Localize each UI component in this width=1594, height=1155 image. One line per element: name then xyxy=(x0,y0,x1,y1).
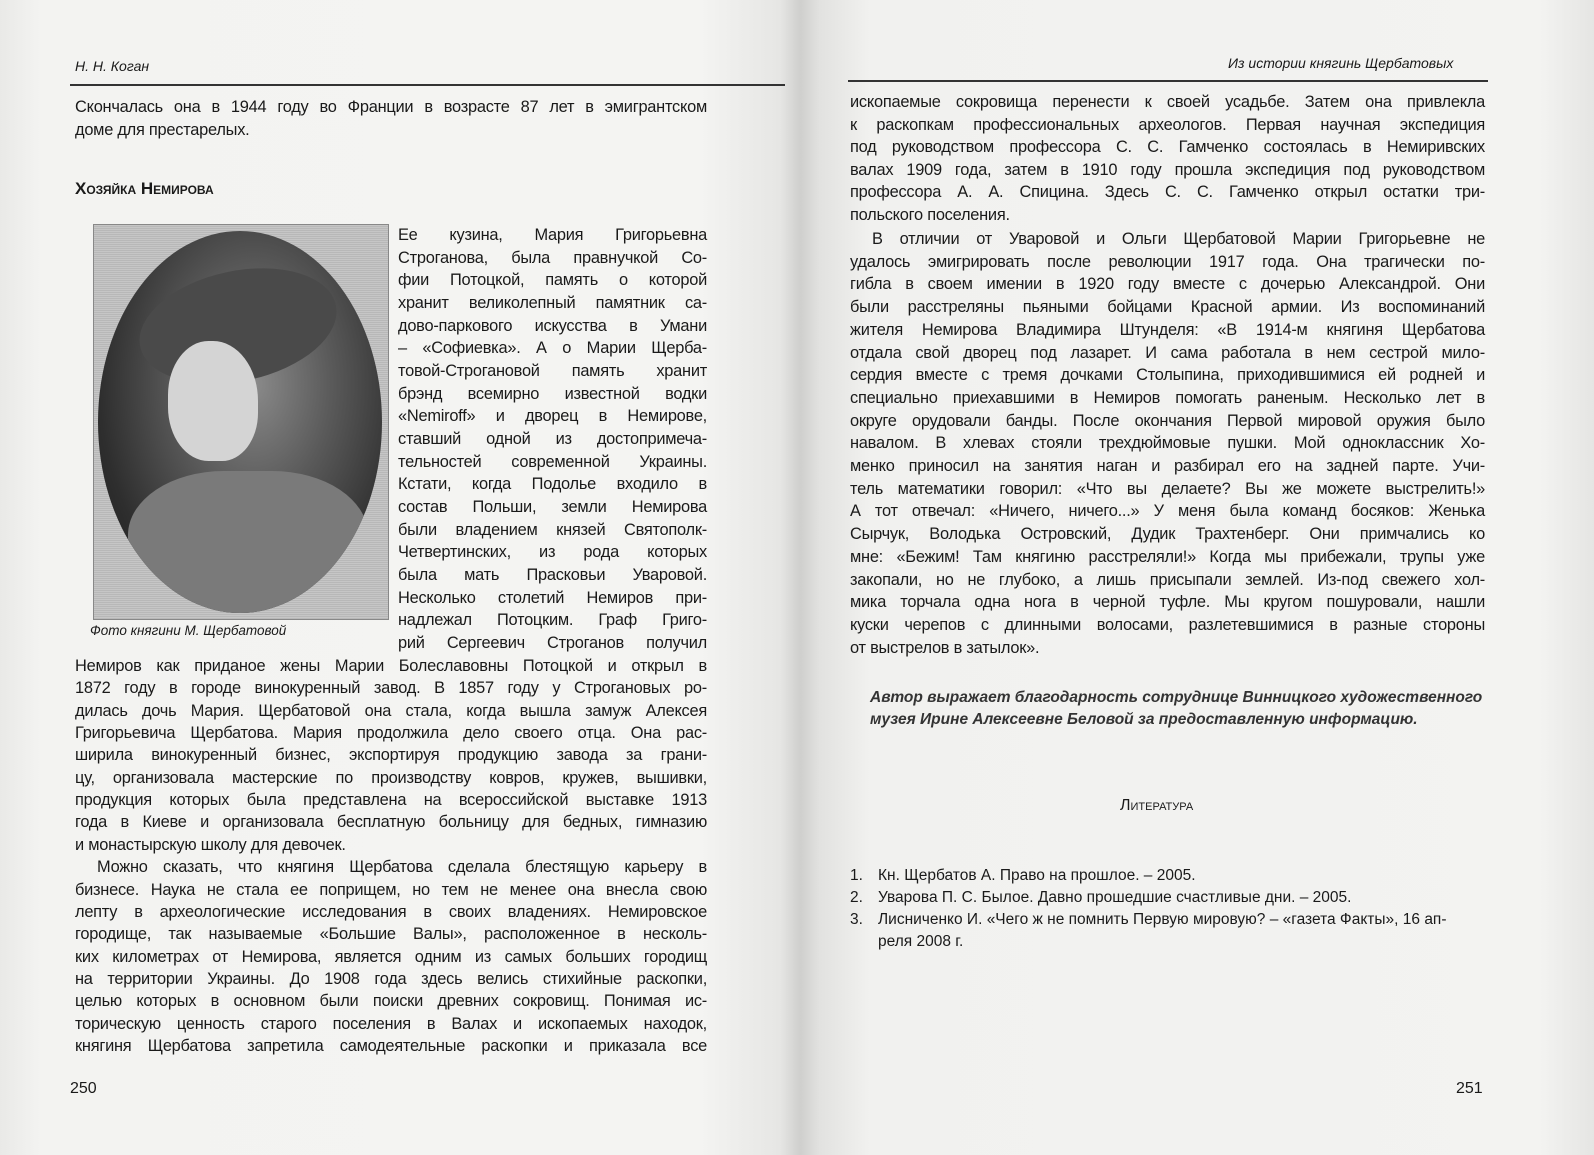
literature-heading: Литература xyxy=(1120,797,1194,814)
reference-number: 3. xyxy=(850,911,863,928)
text-line: под руководством профессора С. С. Гамченко состоялась в Немиривских xyxy=(850,138,1485,156)
text-line: ископаемые сокровища перенести к своей усадьбе. Затем она привлекла xyxy=(850,93,1485,111)
text-line: от выстрелов в затылок». xyxy=(850,638,1040,657)
reference-number: 2. xyxy=(850,889,863,906)
text-line: Ее кузина, Мария Григорьевна xyxy=(398,226,707,244)
text-line: рий Сергеевич Строганов получил xyxy=(398,634,707,653)
reference-number: 1. xyxy=(850,867,863,884)
reference-text: Кн. Щербатов А. Право на прошлое. – 2005. xyxy=(878,867,1196,884)
acknowledgment-line-2: музея Ирине Алексеевне Беловой за предоставленную информацию. xyxy=(870,711,1418,728)
text-line: Четвертинских, из рода которых xyxy=(398,543,707,562)
text-line: А тот отвечал: «Ничего, ничего...» У меня была команд босяков: Женька xyxy=(850,502,1485,521)
text-line: жителя Немирова Владимира Штунделя: «В 1914-м княгиня Щербатова xyxy=(850,320,1485,339)
text-line: специально приехавшими в Немиров помогать раненым. Несколько лет в xyxy=(850,388,1485,407)
text-line: профессора А. А. Спицина. Здесь С. С. Гамченко открыл остатки три- xyxy=(850,183,1485,201)
running-header-title: Из истории княгинь Щербатовых xyxy=(1228,55,1454,71)
section-heading: Хозяйка Немирова xyxy=(75,179,214,198)
text-line: года в Киеве и организовала бесплатную больницу для бедных, гимназию xyxy=(75,813,707,832)
photo-caption: Фото княгини М. Щербатовой xyxy=(90,623,287,638)
text-line: городище, так называемые «Большие Валы», расположенное в несколь- xyxy=(75,925,707,944)
page-number-left: 250 xyxy=(70,1080,97,1097)
text-line: тель математики говорил: «Что вы делаете? Вы же можете выстрелить!» xyxy=(850,479,1485,498)
text-line: состав Польши, земли Немирова xyxy=(398,498,707,517)
text-line: закопали, но не глубоко, а лишь присыпали землей. Из-под свежего хол- xyxy=(850,570,1485,589)
text-line: ширила винокуренный бизнес, экспортируя продукцию завода за грани- xyxy=(75,746,707,765)
text-line: дово-паркового искусства в Умани xyxy=(398,316,707,335)
text-line: отдала свой дворец под лазарет. И сама работала в нем сестрой мило- xyxy=(850,343,1485,362)
text-line: – «Софиевка». А о Марии Щерба- xyxy=(398,339,707,358)
text-line: тельностей современной Украины. xyxy=(398,452,707,471)
text-line: доме для престарелых. xyxy=(75,120,250,139)
running-header-author: Н. Н. Коган xyxy=(75,58,150,74)
text-line: хранит великолепный памятник са- xyxy=(398,294,707,312)
header-rule xyxy=(848,80,1488,82)
portrait-face xyxy=(168,341,258,461)
text-line: сердия вместе с тремя дочками Столыпина, приходившимися ей родней и xyxy=(850,366,1485,385)
text-line: были расстреляны пьяными бойцами Красной армии. Из воспоминаний xyxy=(850,298,1485,317)
text-line: Григорьевича Щербатова. Мария продолжила дело своего отца. Она рас- xyxy=(75,724,707,743)
text-line: Кстати, когда Подолье входило в xyxy=(398,475,707,494)
text-line: продукция которых была представлена на всероссийской выставке 1913 xyxy=(75,791,707,810)
acknowledgment-line-1: Автор выражает благодарность сотруднице Винницкого художественного xyxy=(870,689,1483,706)
text-line: надлежал Потоцким. Граф Григо- xyxy=(398,611,707,630)
text-line: целью которых в основном были поиски древних сокровищ. Понимая ис- xyxy=(75,992,707,1011)
reference-text: реля 2008 г. xyxy=(878,933,964,950)
text-line: Можно сказать, что княгиня Щербатова сделала блестящую карьеру в xyxy=(97,858,707,877)
text-line: была мать Прасковьи Уваровой. xyxy=(398,566,707,585)
reference-text: Уварова П. С. Былое. Давно прошедшие счастливые дни. – 2005. xyxy=(878,889,1352,906)
text-line: были владением князей Святополк- xyxy=(398,520,707,539)
header-rule xyxy=(70,84,785,86)
text-line: цу, организовала мастерские по производству ковров, кружев, вышивки, xyxy=(75,768,707,787)
text-line: бизнесе. Наука не стала ее поприщем, но тем не менее она внесла свою xyxy=(75,880,707,899)
text-line: Сырчук, Володька Островский, Дудик Трахтенберг. Они примчались ко xyxy=(850,525,1485,544)
text-line: Немиров как приданое жены Марии Болеславовны Потоцкой и открыл в xyxy=(75,657,707,675)
text-line: на территории Украины. До 1908 года здесь велись стихийные раскопки, xyxy=(75,969,707,988)
text-line: округе орудовали банды. После окончания Первой мировой оружия было xyxy=(850,411,1485,430)
text-line: дилась дочь Мария. Щербатовой она стала, когда вышла замуж Алексея xyxy=(75,701,707,720)
text-line: мне: «Бежим! Там княгиню расстреляли!» Когда мы прибежали, трупы уже xyxy=(850,547,1485,566)
text-line: товой-Строгановой память хранит xyxy=(398,362,707,381)
reference-text: Лисниченко И. «Чего ж не помнить Первую мировую? – «газета Факты», 16 ап- xyxy=(878,911,1447,928)
text-line: лепту в археологические исследования в своих владениях. Немировское xyxy=(75,902,707,921)
text-line: ставший одной из достопримеча- xyxy=(398,430,707,449)
text-line: торическую ценность старого поселения в Валах и ископаемых находок, xyxy=(75,1014,707,1033)
text-line: Несколько столетий Немиров при- xyxy=(398,588,707,607)
text-line: куски черепов с длинными волосами, разлетевшимися в разные стороны xyxy=(850,615,1485,634)
text-line: Строганова, была правнучкой Со- xyxy=(398,248,707,267)
text-line: валах 1909 года, затем в 1910 году прошла экспедиция под руководством xyxy=(850,160,1485,179)
page-number-right: 251 xyxy=(1456,1080,1483,1097)
text-line: брэнд всемирно известной водки xyxy=(398,384,707,403)
text-line: навалом. В хлевах стояли трехдюймовые пушки. Мой одноклассник Хо- xyxy=(850,434,1485,453)
text-line: удалось эмигрировать после революции 1917 года. Она трагически по- xyxy=(850,252,1485,271)
text-line: княгиня Щербатова запретила самодеятельные раскопки и приказала все xyxy=(75,1036,707,1055)
text-line: гибла в своем имении в 1920 году вместе с дочерью Александрой. Они xyxy=(850,275,1485,294)
portrait-body xyxy=(128,471,368,613)
text-line: 1872 году в городе винокуренный завод. В 1857 году у Строгановых ро- xyxy=(75,679,707,698)
text-line: Скончалась она в 1944 году во Франции в возрасте 87 лет в эмигрантском xyxy=(75,98,707,116)
text-line: ких километрах от Немирова, является одним из самых больших городищ xyxy=(75,947,707,966)
text-line: к раскопкам профессиональных археологов. Первая научная экспедиция xyxy=(850,115,1485,134)
text-line: В отличии от Уваровой и Ольги Щербатовой Марии Григорьевне не xyxy=(872,230,1485,248)
text-line: и монастырскую школу для девочек. xyxy=(75,835,346,854)
text-line: польского поселения. xyxy=(850,205,1010,224)
text-line: менко приносил на занятия наган и разбирал его на задней парте. Учи- xyxy=(850,457,1485,475)
text-line: фии Потоцкой, память о которой xyxy=(398,271,707,290)
portrait-photo xyxy=(93,224,389,620)
portrait-oval xyxy=(98,231,382,613)
text-line: мика торчала одна нога в черной туфле. Мы кругом пошуровали, нашли xyxy=(850,593,1485,612)
text-line: «Nemiroff» и дворец в Немирове, xyxy=(398,407,707,426)
